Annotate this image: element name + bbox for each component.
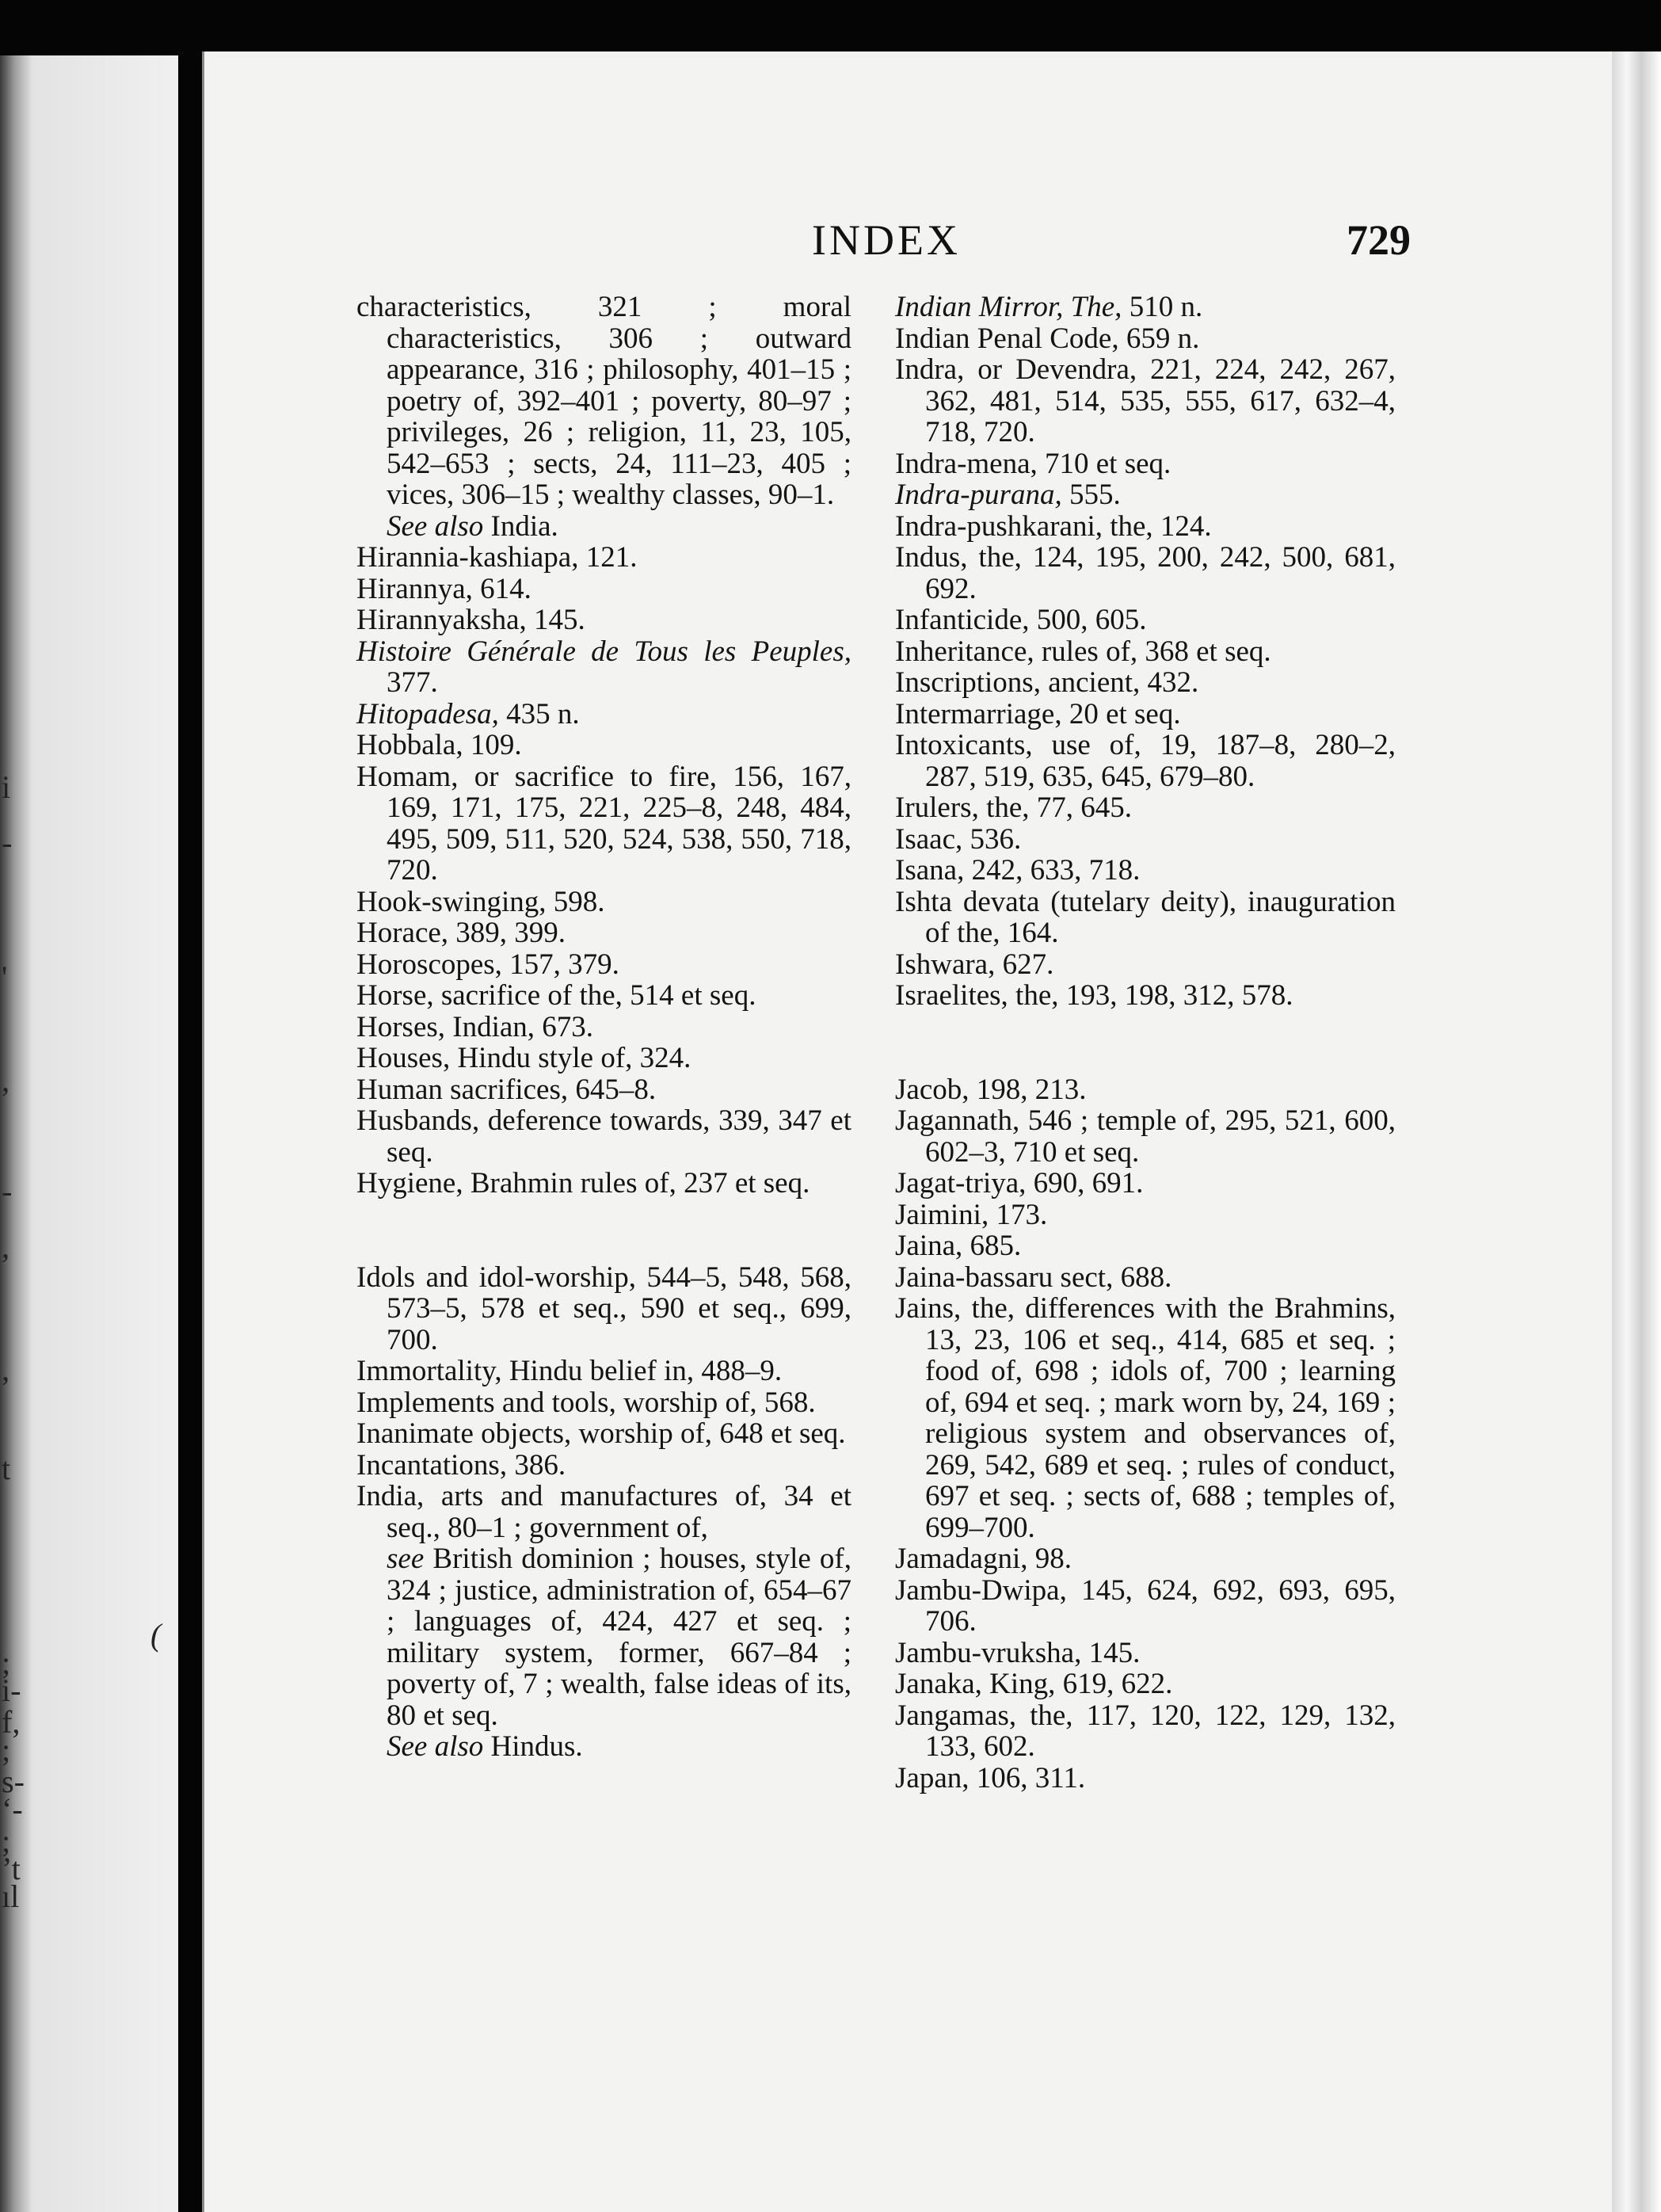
index-entry [356, 604, 851, 636]
entry-text: Janaka, King, 619, 622. [895, 1668, 1173, 1700]
margin-fragment: ’t [2, 1851, 21, 1886]
page-edge [1612, 51, 1661, 2212]
entry-text: Hobbala, 109. [356, 729, 522, 761]
italic-title: Indra-purana, [895, 479, 1062, 511]
entry-text: Israelites, the, 193, 198, 312, 578. [895, 979, 1293, 1012]
index-entry [356, 730, 851, 761]
margin-fragment: ; [2, 1645, 11, 1680]
italic-title: Histoire Générale de Tous les Peuples, [356, 635, 851, 668]
index-entry [356, 1043, 851, 1074]
index-entry [895, 1763, 1396, 1794]
entry-text: Inscriptions, ancient, 432. [895, 666, 1199, 699]
index-entry [356, 980, 851, 1012]
entry-text: Intermarriage, 20 et seq. [895, 697, 1181, 730]
index-entry [895, 511, 1396, 543]
index-entry [895, 448, 1396, 480]
index-entry [356, 1074, 851, 1106]
entry-text: Indra, or Devendra, 221, 224, 242, 267, 362, 481, 514, 535, 555, 617, 632–4, 718, 720. [895, 353, 1396, 448]
margin-fragment: , [2, 1229, 10, 1264]
margin-fragment: - [2, 1173, 13, 1209]
entry-text: Inanimate objects, worship of, 648 et seq. [356, 1417, 846, 1450]
index-entry [356, 1481, 851, 1543]
italic-title: Indian Mirror, The, [895, 291, 1122, 323]
index-entry [356, 1450, 851, 1482]
margin-fragment: ‘- [2, 1791, 23, 1827]
entry-text: Horses, Indian, 673. [356, 1010, 594, 1043]
index-entry [895, 824, 1396, 856]
index-entry [356, 1168, 851, 1199]
margin-fragment: ıl [2, 1878, 20, 1914]
index-entry [356, 917, 851, 949]
entry-text: Jangamas, the, 117, 120, 122, 129, 132, 133, 602. [895, 1699, 1396, 1763]
index-entry [895, 792, 1396, 824]
letter-section-gap [895, 1012, 1396, 1074]
page-number: 729 [1347, 216, 1411, 264]
index-entry [356, 542, 851, 574]
index-entry [895, 1074, 1396, 1106]
index-entry [895, 730, 1396, 792]
index-entry [356, 1012, 851, 1043]
index-entry [895, 1230, 1396, 1262]
entry-text: 377. [387, 666, 438, 699]
index-entry [895, 479, 1396, 511]
entry-text: Hirannya, 614. [356, 572, 531, 605]
margin-fragment: i- [2, 1672, 21, 1708]
entry-text: Ishwara, 627. [895, 948, 1054, 981]
page-title: INDEX [812, 216, 961, 264]
entry-text: Immortality, Hindu belief in, 488–9. [356, 1355, 783, 1387]
index-entry [895, 1700, 1396, 1763]
entry-text: Indian Penal Code, 659 n. [895, 322, 1200, 355]
margin-fragment: t [2, 1451, 11, 1486]
index-entry [895, 1168, 1396, 1199]
entry-text: Jagannath, 546 ; temple of, 295, 521, 600, 602–3, 710 et seq. [895, 1104, 1396, 1169]
margin-fragment: - [2, 825, 13, 860]
entry-text: characteristics, 321 ; moral characteristics, 306 ; outward appearance, 316 ; philosophy, 401–15 ; poetry of, 392–401 ; poverty, 80–97 ; privileges, 26 ; religion, 11, 23, 105, 542–653 ; sects, 24, 111–23, 405 ; vices, 306–15 ; wealthy classes, 90–1. [356, 291, 851, 511]
entry-text: Jambu-Dwipa, 145, 624, 692, 693, 695, 706. [895, 1573, 1396, 1638]
index-entry [895, 887, 1396, 949]
entry-text: Jagat-triya, 690, 691. [895, 1167, 1144, 1199]
margin-fragment: , [2, 1062, 10, 1098]
index-entry [895, 1262, 1396, 1294]
entry-text: Jaimini, 173. [895, 1198, 1048, 1231]
index-entry [356, 636, 851, 699]
entry-text: Isana, 242, 633, 718. [895, 854, 1141, 887]
entry-text: Indra-mena, 710 et seq. [895, 447, 1171, 480]
index-entry [895, 636, 1396, 668]
index-entry [356, 1731, 851, 1763]
margin-fragment: f, [2, 1704, 21, 1740]
entry-text: Implements and tools, worship of, 568. [356, 1386, 816, 1419]
index-entry [895, 1199, 1396, 1231]
entry-text: Ishta devata (tutelary deity), inauguration of the, 164. [895, 885, 1396, 949]
italic-title: Hitopadesa, [356, 697, 499, 730]
entry-text: Isaac, 536. [895, 822, 1022, 856]
entry-text: Jaina-bassaru sect, 688. [895, 1260, 1172, 1294]
adjacent-page-strip [0, 55, 178, 2212]
cross-reference-label: see [387, 1543, 425, 1575]
index-entry [356, 1105, 851, 1168]
adjacent-page-fragments [0, 55, 162, 2212]
index-entry [356, 1387, 851, 1419]
entry-text: Intoxicants, use of, 19, 187–8, 280–2, 287, 519, 635, 645, 679–80. [895, 729, 1396, 793]
margin-fragment: ( [150, 1617, 162, 1653]
index-entry [356, 699, 851, 730]
index-entry [895, 323, 1396, 355]
entry-text: 555. [1061, 479, 1121, 511]
cross-reference-label: See also [387, 1730, 484, 1763]
entry-text: Idols and idol-worship, 544–5, 548, 568, 573–5, 578 et seq., 590 et seq., 699, 700. [356, 1260, 851, 1356]
entry-text: 510 n. [1122, 291, 1203, 323]
entry-text: Jamadagni, 98. [895, 1543, 1072, 1575]
entry-text: Jambu-vruksha, 145. [895, 1636, 1141, 1669]
index-entry [895, 699, 1396, 730]
index-entry [356, 887, 851, 918]
entry-text: Hirannyaksha, 145. [356, 604, 585, 636]
entry-text: Irulers, the, 77, 645. [895, 791, 1133, 824]
index-entry [895, 1543, 1396, 1575]
entry-text: Infanticide, 500, 605. [895, 604, 1147, 636]
index-entry [356, 574, 851, 605]
entry-text: Japan, 106, 311. [895, 1761, 1086, 1794]
index-entry [356, 1418, 851, 1450]
index-entry [356, 1356, 851, 1387]
cross-reference-label: See also [387, 509, 484, 543]
index-entry [356, 292, 851, 511]
entry-text: Horace, 389, 399. [356, 917, 566, 949]
entry-text: Hygiene, Brahmin rules of, 237 et seq. [356, 1167, 810, 1199]
entry-text: India. [483, 509, 558, 543]
entry-text: Inheritance, rules of, 368 et seq. [895, 635, 1271, 668]
index-entry [356, 511, 851, 543]
index-entry [895, 292, 1396, 323]
letter-section-gap [356, 1199, 851, 1262]
entry-text: Husbands, deference towards, 339, 347 et seq. [356, 1104, 851, 1169]
index-entry [356, 1543, 851, 1731]
index-entry [895, 980, 1396, 1012]
running-head [202, 215, 1612, 271]
index-entry [895, 667, 1396, 699]
index-entry [895, 354, 1396, 448]
entry-text: India, arts and manufactures of, 34 et seq., 80–1 ; government of, [356, 1480, 851, 1544]
entry-text: Incantations, 386. [356, 1448, 566, 1482]
entry-text: Hindus. [483, 1730, 583, 1763]
entry-text: Homam, or sacrifice to fire, 156, 167, 169, 171, 175, 221, 225–8, 248, 484, 495, 509, 511, 520, 524, 538, 550, 718, 720. [356, 760, 851, 887]
index-entry [895, 1293, 1396, 1543]
entry-text: Indra-pushkarani, the, 124. [895, 509, 1212, 543]
index-column-right [895, 292, 1396, 1794]
index-entry [895, 855, 1396, 887]
margin-fragment: s- [2, 1764, 25, 1799]
margin-fragment: i [2, 769, 11, 805]
index-entry [895, 542, 1396, 604]
index-entry [356, 949, 851, 981]
index-entry [356, 761, 851, 887]
entry-text: Hook-swinging, 598. [356, 885, 605, 918]
entry-text: Jaina, 685. [895, 1230, 1022, 1262]
entry-text: Horse, sacrifice of the, 514 et seq. [356, 979, 756, 1012]
entry-text: Jains, the, differences with the Brahmins, 13, 23, 106 et seq., 414, 685 et seq. ; food of, 698 ; idols of, 700 ; learning of, 694 et seq. ; mark worn by, 24, 169 ; religious system and observances of, 269, 542, 689 et seq. ; rules of conduct, 697 et seq. ; sects of, 688 ; temples of, 699–700. [895, 1292, 1396, 1544]
index-entry [356, 1262, 851, 1356]
entry-text: Human sacrifices, 645–8. [356, 1073, 657, 1106]
index-entry [895, 604, 1396, 636]
index-column-left [356, 292, 851, 1763]
entry-text: British dominion ; houses, style of, 324 ; justice, administration of, 654–67 ; languages of, 424, 427 et seq. ; military system, former, 667–84 ; poverty of, 7 ; wealth, false ideas of its, 80 et seq. [387, 1543, 851, 1732]
margin-fragment: ' [2, 959, 8, 995]
entry-text: Horoscopes, 157, 379. [356, 948, 619, 981]
margin-fragment: ; [2, 1823, 11, 1859]
index-entry [895, 1638, 1396, 1669]
entry-text: Houses, Hindu style of, 324. [356, 1042, 691, 1074]
index-entry [895, 1575, 1396, 1638]
entry-text: Jacob, 198, 213. [895, 1073, 1087, 1106]
entry-text: 435 n. [498, 697, 580, 730]
entry-text: Indus, the, 124, 195, 200, 242, 500, 681, 692. [895, 541, 1396, 605]
index-entry [895, 949, 1396, 981]
margin-fragment: ; [2, 1732, 11, 1768]
entry-text: Hirannia-kashiapa, 121. [356, 541, 638, 574]
index-entry [895, 1669, 1396, 1700]
margin-fragment: , [2, 1352, 10, 1387]
index-entry [895, 1105, 1396, 1168]
